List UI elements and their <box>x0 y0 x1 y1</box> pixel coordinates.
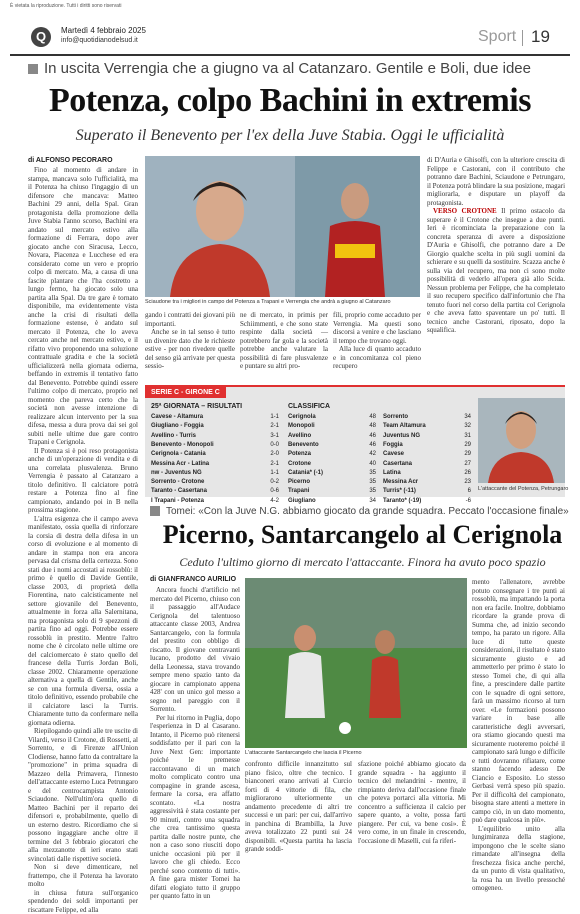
table-cell-value: 2-1 <box>270 423 279 430</box>
section-lead: VERSO CROTONE <box>433 207 497 215</box>
table-cell-name: Catania* (-1) <box>288 469 324 476</box>
section-name: Sport <box>478 28 517 45</box>
story1-column-3: ne di mercato, in primis per Schiimmenti, e che sono state respinte dalla società — potrebbero far gola e la società potrebbe anche valutare la possibilità di fare plusvalenze e puntare su altri pro- <box>240 311 328 370</box>
story2-byline: di GIANFRANCO AURILIO <box>150 576 237 583</box>
table-cell-value: 29 <box>464 441 471 448</box>
table-cell-name: I Trapani - Potenza <box>151 497 205 504</box>
table-row <box>383 423 471 432</box>
story2-photo <box>245 578 467 748</box>
table-row <box>151 479 279 488</box>
table-row <box>288 488 376 497</box>
table-cell-name: Sorrento - Crotone <box>151 479 205 486</box>
table-cell-name: Cerignola <box>288 414 316 420</box>
table-cell-value: 34 <box>369 497 376 504</box>
story2-kicker: Tomei: «Con la Juve N.G. abbiamo giocato da grande squadra. Peccato l'occasione finale» <box>150 506 569 517</box>
table-cell-value: 1-1 <box>270 414 279 420</box>
story2-subtitle: Ceduto l'ultimo giorno di mercato l'attaccante. Finora ha avuto poco spazio <box>179 555 546 569</box>
copyright-note: È vietata la riproduzione. Tutti i diritti sono riservati <box>10 3 122 9</box>
table-cell-value: 23 <box>464 479 471 486</box>
table-cell-value: 40 <box>369 460 376 467</box>
story2-headline: Picerno, Santarcangelo al Cerignola <box>162 520 563 549</box>
table-row <box>288 479 376 488</box>
results-title: 25ª GIORNATA – RISULTATI <box>151 403 243 410</box>
table-row <box>383 442 471 451</box>
table-cell-value: 46 <box>369 441 376 448</box>
table-cell-value: 0-6 <box>270 488 279 495</box>
table-cell-name: Turris* (-11) <box>383 488 416 495</box>
story1-subtitle: Superato il Benevento per l'ex della Juve Stabia. Oggi le ufficialità <box>75 127 505 144</box>
table-cell-value: 31 <box>464 432 471 439</box>
table-cell-name: nw - Juventus NG <box>151 469 202 476</box>
story2-column-4: mento l'allenatore, avrebbe potuto consegnare i tre punti ai rossoblù, ma impattando la porta non era facile. Inoltre, dobbiamo ricordare la grande prova di Summa che, ad inizio secondo tempo, ha parato un rigore. Alla luce di tutte queste considerazioni, il risultato è stato sicuramente giusto e ad ammetterlo per primo è stato lo stesso Tomei che, di qui alla fine, a prescindere dalle partite con le squadre di ogni settore, farà un massimo ricorso al turn over. «Le formazioni possono variare in base alle caratteristiche degli avversari, ora stiamo giocando questi ma sicuramente ruoteremo poiché il campionato sarà lungo e difficile e tutti dovranno rifiatare, come stanno facendo adesso De Ciancio e Esposito. Lo stesso Gerbasi verrà speso più spazio. Per il difficoltà del campionato, bisogna stare attenti a mettere in campo ciò, in un dato momento, può dare qualcosa in più». L'equilibrio unito alla lungimiranza della stagione, impongono che le scelte siano rimandate all'insegna della freschezza fisica anche perché, da un punto di vista qualitativo, la rosa ha un livello pressoché omogeneo. <box>472 578 565 892</box>
table-cell-name: Juventus NG <box>383 432 421 439</box>
table-cell-value: 29 <box>464 451 471 458</box>
square-bullet-icon <box>28 64 38 74</box>
table-cell-value: 48 <box>369 423 376 430</box>
table-cell-name: Avellino - Turris <box>151 432 197 439</box>
page-number: 19 <box>531 27 550 46</box>
story2-column-3: sfazione poiché abbiamo giocato da grande squadra - ha aggiunto il tecnico del melandrini - mentre, il rimpianto deriva dall'occasione finale che poteva portarci alla vittoria. Mi concentro a sufficienza il calcio per sapere quanto, a volte, possa farti piangere. Per cui, va bene così». È vero come, in un finale in crescendo, l'occasione di Maselli, cui fa riferi- <box>358 760 466 845</box>
story1-column-2: gando i contratti dei giovani più importanti. Anche se in tal senso è tutto un divenire dato che le richieste estive - per non rivedere quelle del senso già arrivate per questa sessio- <box>145 311 235 370</box>
table-row <box>151 433 279 442</box>
photo-players-image <box>145 156 420 297</box>
table-row <box>288 461 376 470</box>
table-row <box>383 488 471 497</box>
table-cell-value: 32 <box>464 423 471 430</box>
header-rule <box>10 54 570 56</box>
table-cell-value: 4-2 <box>270 497 279 504</box>
photo-match-image <box>245 578 467 748</box>
petrungaro-caption: L'attaccante del Potenza, Petrungaro <box>478 486 569 492</box>
table-row <box>383 433 471 442</box>
story2-column-2: confronto difficile innanzitutto sul piano fisico, oltre che tecnico. I bianconeri erano arrivati al Curcio forti di 4 vittorie di fila, che migliorarono ulteriormente un andamento precedente di altri tre successi e un pari: per cui, dall'arrivo in panchina di Brambilla, la Juve aveva totalizzato 22 punti sui 24 disponibili. «Questa partita ha lascia grande soddi- <box>245 760 352 853</box>
table-cell-name: Potenza <box>288 451 312 458</box>
table-cell-value: 46 <box>369 432 376 439</box>
table-cell-name: Cavese <box>383 451 405 458</box>
table-cell-value: 6 <box>467 488 471 495</box>
square-bullet-icon <box>150 506 160 516</box>
story1-byline: di ALFONSO PECORARO <box>28 157 113 164</box>
table-row <box>288 414 376 423</box>
table-cell-name: Latina <box>383 469 401 476</box>
issue-date: Martedì 4 febbraio 2025 <box>61 26 146 35</box>
table-cell-name: Cavese - Altamura <box>151 414 204 420</box>
story1-photo-caption: Sciaudone tra i migliori in campo del Potenza a Trapani e Verrengia che andrà a giugno al Catanzaro <box>145 299 391 305</box>
table-cell-name: Sorrento <box>383 414 409 420</box>
table-cell-name: Benevento - Monopoli <box>151 441 214 448</box>
table-cell-name: Foggia <box>383 441 403 448</box>
photo-player-image <box>478 398 565 483</box>
table-cell-value: 27 <box>464 460 471 467</box>
table-row <box>383 414 471 423</box>
table-cell-value: -6 <box>465 497 471 504</box>
table-cell-value: 0-0 <box>270 441 279 448</box>
table-cell-value: 35 <box>369 488 376 495</box>
table-cell-value: 3-1 <box>270 432 279 439</box>
table-cell-value: 48 <box>369 414 376 420</box>
table-row <box>288 470 376 479</box>
table-row <box>151 488 279 497</box>
table-cell-name: Team Altamura <box>383 423 426 430</box>
table-cell-name: Picerno <box>288 479 311 486</box>
story1-photo <box>145 156 420 297</box>
league-label: SERIE C - GIRONE C <box>145 387 226 398</box>
story1-kicker: In uscita Verrengia che a giugno va al Catanzaro. Gentile e Boli, due idee <box>28 60 531 77</box>
table-cell-name: Avellino <box>288 432 312 439</box>
newspaper-logo: Q <box>31 27 51 47</box>
header-divider <box>522 30 523 46</box>
table-cell-value: 0-2 <box>270 479 279 486</box>
table-cell-value: 26 <box>464 469 471 476</box>
story2-column-1: Ancora fuochi d'artificio nel mercato del Picerno, chiuso con il passaggio all'Audace Cerignola del talentuoso attaccante classe 2003, Andrea Santarcangelo, con la formula del prestito con obbligo di riscatto. Il giovane centravanti lucano, prodotto del vivaio della Leonessa, stava trovando sempre meno spazio tanto da giocare in campionato appena 428' con un unico gol messo a segno nel pareggio con il Sorrento. Per lui ritorno in Puglia, dopo l'esperienza in D al Casarano. Intanto, il Picerno può ritenersi soddisfatto per il pari con la Juve Next Gen: importante poiché le premesse raccontavano di un match molto complicato contro una compagine in grande ascesa, fermare la corsa, era affatto scontato. «La nostra aggressività è stata costante per 90 minuti, contro una squadra che crea tantissimo questa partita dalle nostre punte, che non a caso sono riusciti dopo uniche occasioni più per il lavoro che gli chiedo. Ecco perché sono contento di tutti». A fine gara mister Tomei ha difatti elogiato tutto il gruppo per quanto fatto in un <box>150 586 240 900</box>
table-row <box>383 461 471 470</box>
table-cell-name: Casertana <box>383 460 413 467</box>
story1-headline: Potenza, colpo Bachini in extremis <box>49 82 531 119</box>
table-row <box>288 442 376 451</box>
table-cell-value: 2-1 <box>270 460 279 467</box>
table-cell-value: 1-1 <box>270 469 279 476</box>
table-cell-value: 35 <box>369 479 376 486</box>
table-row <box>151 451 279 460</box>
table-row <box>383 479 471 488</box>
table-cell-name: Giugliano <box>288 497 316 504</box>
table-cell-name: Taranto* (-19) <box>383 497 422 504</box>
table-cell-value: 35 <box>369 469 376 476</box>
table-row <box>383 470 471 479</box>
table-row <box>383 451 471 460</box>
table-cell-name: Crotone <box>288 460 311 467</box>
table-row <box>288 423 376 432</box>
story1-column-4: fili, proprio come accaduto per Verrengia. Ma questi sono discorsi a venire e che lasciano il tempo che trovano oggi. Alla luce di quanto accaduto e in concomitanza col pieno recupero <box>333 311 421 370</box>
table-cell-name: Taranto - Casertana <box>151 488 207 495</box>
story2-photo-caption: L'attaccante Santarcangelo che lascia il Picerno <box>245 750 362 756</box>
table-row <box>151 461 279 470</box>
standings-title: CLASSIFICA <box>288 403 330 410</box>
table-row <box>151 414 279 423</box>
table-cell-value: 34 <box>464 414 471 420</box>
contact-email: info@quotidianodelsud.it <box>61 37 138 44</box>
table-row <box>288 433 376 442</box>
table-cell-name: Trapani <box>288 488 310 495</box>
table-cell-name: Monopoli <box>288 423 315 430</box>
table-row <box>288 451 376 460</box>
story1-column-1: Fino al momento di andare in stampa, mancava solo l'ufficialità, ma il Potenza ha chiuso l'ingaggio di un difensore che mancava: Matteo Bachini 29 anni, della Spal. Gran protagonista della promozione della Juve Stabia l'anno scorso, Bachini era andato sul mercato estivo alla formazione di Ferrara, dopo aver giocato anche con Siracusa, Lecco, Novara, Piacenza e Lucchese ed era considerato come un vero e proprio colpo di mercato. Ma, a causa di una fascite plantare che l'ha costretto a lungo fermo, ha giocato solo una partita alla Spal. Da tre gare è tornato disponibile, ma evidentemente vista anche la crisi di risultati della formazione estense, è andato sul mercato il Potenza, che lo aveva cercato anche nel mercato estivo, e il rifatto vivo proponendo una soluzione contrattuale gradita e che la società ufficializzerà nella giornata odierna, beffando in extremis il tentativo fatto dal Benevento. Potrebbe quindi essere l'ultimo colpo di mercato, proprio nel momento che pareva certo che la società non avesse intenzione di realizzare alcun intervento per la sua difesa, messa a dura prova dai sei gol subiti nelle ultime due gare contro Trapani e Cerignola. Il Potenza si è poi reso protagonista anche di un'operazione di vendita e di una correlata plusvalenza. Bruno Verrengia è passato al Catanzaro a titolo definitivo. Il calciatore potrà restare a Potenza fino al fine campionato, andando poi in B nella prossima stagione. L'altra esigenza che il campo aveva manifestato, ossia quella di rinforzare la corsia di destra della difesa in un corso di evoluzione e al momento di andare in stampa non era ancora pervasa dal crisma della certezza. Sono stati due i nomi accostati ai rossoblù: il primo è quello di Davide Gentile, classe 2003, di proprietà della Fiorentina, nato calcisticamente nel settore giovanile del Benevento, attualmente in forza alla Salernitana, ma protagonista solo di 9 spezzoni di partita fino ad oggi. Potrebbe essere rossoblù in prestito. Mentre l'altro nome che è circolato nelle ultime ore del calciomercato è stato quello del francese della Turris Jordan Boli, classe 2002. Chiaramente operazione alternativa a quella di Gentile, anche se con una formula diversa, ossia a titolo definitivo, essendo probabile che il calciatore lasci la Turris. Chiaramente tutto da confermare nella giornata odierna. Riepilogando quindi alle tre uscite di Vilardi, verso il Crotone, di Rossetti, al Sorrento, e di Firenze all'Union Clodiense, hanno fatto da contraltare la "promozione" in prima squadra di Mazzeo della Primavera, l'innesto dell'attaccante esterno Luca Petrungaro e del centrocampista Antonio Sciaudone. Nell'ultim'ora quello di Matteo Bachini per il reparto dei difensori e, probabilmente, quello di un esterno destro. Ricordiamo che si possono ingaggiare anche oltre il termine del 3 febbraio giocatori che alla mezzanotte di ieri erano stati svincolati dalle rispettive società. Non si deve dimenticare, nel frattempo, che il Potenza ha lavorato molto in chiusa futura sull'organico spendendo dei soldi importanti per riscattare Felippe, ed alla <box>28 166 139 914</box>
table-cell-name: Giugliano - Foggia <box>151 423 204 430</box>
table-cell-name: Cerignola - Catania <box>151 451 206 458</box>
petrungaro-photo <box>478 398 565 483</box>
story1-column-5: di D'Auria e Ghisolfi, con la ulteriore crescita di Felippe e Castorani, con il contributo che potranno dare Bachini, Sciaudone e Petrungaro, il Potenza potrà blindare la sua posizione, magari migliorarla, e disputare un playoff da protagonista. VERSO CROTONE Il primo ostacolo da superare è il Crotone che insegue a due punti. Ieri è ricominciata la preparazione con la concreta speranza di avere a disposizione D'Auria e Ghisolfi, che potranno dare a De Giorgio qualche scelta in più sugli uomini da schierare e su quelli da sostituire. Scazza anche è sulla via del recupero, ma non ci sono molte possibilità di vederlo all'opera già allo Scida. Nessun problema per Felippe, che ha completato il suo recupero specifico dall'infortunio che l'ha tenuto fuori nel corso della partita col Cerignola e che aveva fatto spaventare un po' tutti. Il tecnico anche Castorani, riposato, dopo la squalifica. <box>427 156 566 334</box>
table-row <box>151 423 279 432</box>
table-cell-name: Messina Acr - Latina <box>151 460 210 467</box>
table-cell-name: Messina Acr <box>383 479 419 486</box>
table-cell-value: 42 <box>369 451 376 458</box>
table-row <box>151 442 279 451</box>
table-cell-value: 2-0 <box>270 451 279 458</box>
table-cell-name: Benevento <box>288 441 319 448</box>
table-row <box>151 470 279 479</box>
